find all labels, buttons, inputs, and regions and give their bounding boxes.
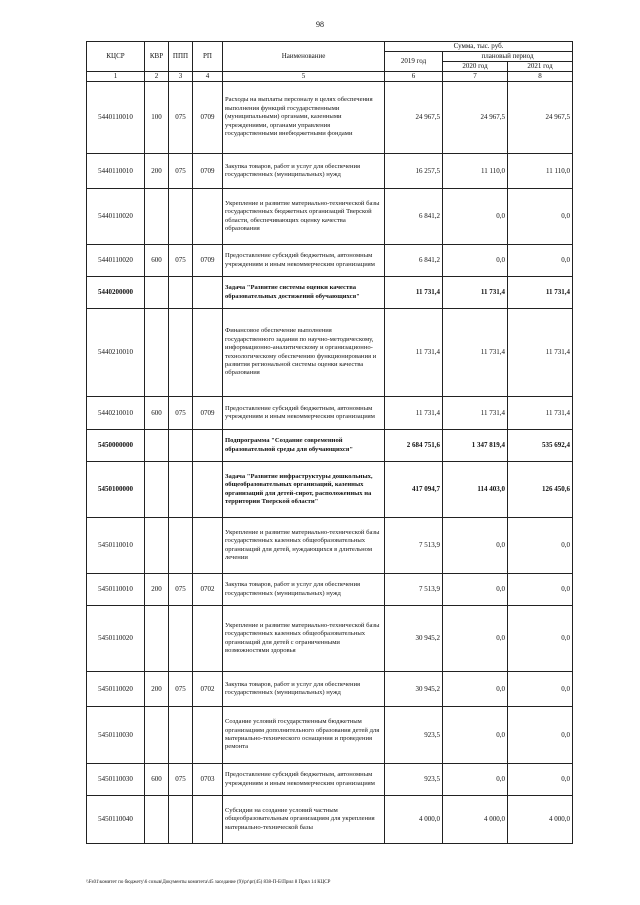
cell-kcsr: 5450110030 <box>87 764 145 796</box>
table-row <box>87 189 573 245</box>
cell-ppp: 075 <box>169 397 193 430</box>
cell-value-2020: 0,0 <box>443 606 508 672</box>
header-kcsr: КЦСР <box>87 42 145 72</box>
cell-kvr: 600 <box>145 245 169 277</box>
cell-value-2019: 7 513,9 <box>385 518 443 574</box>
cell-kvr: 100 <box>145 82 169 154</box>
cell-kvr: 600 <box>145 397 169 430</box>
cell-rp: 0702 <box>193 672 223 707</box>
cell-ppp <box>169 796 193 844</box>
table-row <box>87 397 573 430</box>
table-body <box>87 82 573 844</box>
table-header <box>87 42 573 82</box>
cell-name: Задача "Развитие системы оценки качества образовательных достижений обучающихся" <box>223 277 385 309</box>
cell-ppp: 075 <box>169 764 193 796</box>
cell-name: Закупка товаров, работ и услуг для обеспечения государственных (муниципальных) нужд <box>223 154 385 189</box>
cell-kvr <box>145 430 169 462</box>
cell-rp <box>193 518 223 574</box>
table-row <box>87 606 573 672</box>
cell-value-2019: 6 841,2 <box>385 245 443 277</box>
cell-value-2021: 535 692,4 <box>508 430 573 462</box>
cell-kvr <box>145 189 169 245</box>
header-ppp: ППП <box>169 42 193 72</box>
cell-ppp <box>169 518 193 574</box>
cell-value-2019: 2 684 751,6 <box>385 430 443 462</box>
page-number: 98 <box>316 20 324 29</box>
cell-ppp: 075 <box>169 574 193 606</box>
cell-value-2019: 11 731,4 <box>385 277 443 309</box>
cell-rp: 0709 <box>193 154 223 189</box>
cell-kvr <box>145 518 169 574</box>
cell-ppp <box>169 189 193 245</box>
cell-name: Субсидии на создание условий частным общеобразовательным организациям для укрепления материально-технической базы <box>223 796 385 844</box>
table-row <box>87 764 573 796</box>
cell-value-2019: 30 945,2 <box>385 672 443 707</box>
cell-value-2019: 4 000,0 <box>385 796 443 844</box>
cell-value-2020: 0,0 <box>443 574 508 606</box>
header-rp: РП <box>193 42 223 72</box>
cell-value-2021: 11 731,4 <box>508 397 573 430</box>
cell-kcsr: 5450110020 <box>87 606 145 672</box>
cell-kvr <box>145 462 169 518</box>
cell-value-2020: 11 731,4 <box>443 309 508 397</box>
cell-kvr <box>145 277 169 309</box>
footer-file-path: \\Fs01\комитет по бюджету\6 созыв\Документы комитета\45 заседание (9)\pr\pr(45) 838-П-Б\Прил 8 Прил 14 КЦСР <box>86 880 331 885</box>
table-row <box>87 154 573 189</box>
cell-name: Предоставление субсидий бюджетным, автономным учреждениям и иным некоммерческим организациям <box>223 764 385 796</box>
table-row <box>87 462 573 518</box>
cell-ppp <box>169 277 193 309</box>
cell-rp <box>193 430 223 462</box>
cell-value-2021: 0,0 <box>508 606 573 672</box>
cell-ppp: 075 <box>169 672 193 707</box>
header-year-2020: 2020 год <box>443 62 508 72</box>
cell-value-2020: 0,0 <box>443 672 508 707</box>
header-name: Наименование <box>223 42 385 72</box>
table-row <box>87 245 573 277</box>
cell-value-2020: 114 403,0 <box>443 462 508 518</box>
column-number: 5 <box>223 72 385 82</box>
cell-rp: 0703 <box>193 764 223 796</box>
cell-value-2019: 24 967,5 <box>385 82 443 154</box>
cell-value-2021: 24 967,5 <box>508 82 573 154</box>
cell-value-2021: 0,0 <box>508 245 573 277</box>
cell-value-2021: 0,0 <box>508 574 573 606</box>
cell-kcsr: 5440110010 <box>87 82 145 154</box>
cell-rp <box>193 606 223 672</box>
cell-value-2019: 16 257,5 <box>385 154 443 189</box>
cell-rp: 0709 <box>193 82 223 154</box>
cell-ppp <box>169 707 193 764</box>
cell-name: Предоставление субсидий бюджетным, автономным учреждениям и иным некоммерческим организациям <box>223 245 385 277</box>
cell-value-2019: 11 731,4 <box>385 309 443 397</box>
cell-ppp <box>169 606 193 672</box>
cell-name: Подпрограмма "Создание современной образовательной среды для обучающихся" <box>223 430 385 462</box>
cell-kcsr: 5440210010 <box>87 309 145 397</box>
table-row <box>87 796 573 844</box>
cell-value-2021: 11 731,4 <box>508 277 573 309</box>
column-number: 3 <box>169 72 193 82</box>
cell-kcsr: 5440110020 <box>87 189 145 245</box>
cell-ppp: 075 <box>169 154 193 189</box>
cell-kcsr: 5450110010 <box>87 518 145 574</box>
cell-value-2020: 11 731,4 <box>443 397 508 430</box>
cell-kcsr: 5450110010 <box>87 574 145 606</box>
cell-kcsr: 5440210010 <box>87 397 145 430</box>
cell-value-2021: 126 450,6 <box>508 462 573 518</box>
cell-ppp <box>169 462 193 518</box>
column-number: 6 <box>385 72 443 82</box>
table-row <box>87 574 573 606</box>
cell-value-2019: 417 094,7 <box>385 462 443 518</box>
cell-name: Укрепление и развитие материально-технической базы государственных бюджетных организаций Тверской области, обеспечивающих оценку качества образования <box>223 189 385 245</box>
column-number: 8 <box>508 72 573 82</box>
header-planned-period: плановый период <box>443 52 573 62</box>
header-kvr: КВР <box>145 42 169 72</box>
cell-name: Укрепление и развитие материально-технической базы государственных казенных общеобразовательных организаций для детей с ограниченными возможностями здоровья <box>223 606 385 672</box>
cell-kcsr: 5440110010 <box>87 154 145 189</box>
cell-ppp <box>169 309 193 397</box>
budget-table <box>86 41 573 844</box>
table-row <box>87 277 573 309</box>
cell-value-2020: 0,0 <box>443 764 508 796</box>
cell-ppp: 075 <box>169 245 193 277</box>
cell-ppp: 075 <box>169 82 193 154</box>
column-number: 7 <box>443 72 508 82</box>
table-row <box>87 309 573 397</box>
cell-value-2020: 0,0 <box>443 245 508 277</box>
table-row <box>87 82 573 154</box>
header-sum-title: Сумма, тыс. руб. <box>385 42 573 52</box>
cell-name: Предоставление субсидий бюджетным, автономным учреждениям и иным некоммерческим организациям <box>223 397 385 430</box>
table-row <box>87 430 573 462</box>
cell-rp <box>193 796 223 844</box>
cell-value-2021: 0,0 <box>508 707 573 764</box>
column-number: 4 <box>193 72 223 82</box>
cell-kcsr: 5440200000 <box>87 277 145 309</box>
cell-kcsr: 5450110020 <box>87 672 145 707</box>
table-row <box>87 518 573 574</box>
cell-kvr <box>145 796 169 844</box>
column-number-row <box>87 72 573 82</box>
column-number: 1 <box>87 72 145 82</box>
cell-value-2021: 0,0 <box>508 518 573 574</box>
cell-rp <box>193 309 223 397</box>
cell-rp <box>193 277 223 309</box>
cell-value-2020: 4 000,0 <box>443 796 508 844</box>
cell-value-2020: 0,0 <box>443 189 508 245</box>
cell-value-2020: 24 967,5 <box>443 82 508 154</box>
cell-value-2021: 11 731,4 <box>508 309 573 397</box>
header-year-2021: 2021 год <box>508 62 573 72</box>
cell-value-2019: 923,5 <box>385 764 443 796</box>
header-year-2019: 2019 год <box>385 52 443 72</box>
cell-value-2019: 11 731,4 <box>385 397 443 430</box>
cell-ppp <box>169 430 193 462</box>
cell-kcsr: 5450100000 <box>87 462 145 518</box>
cell-kvr: 600 <box>145 764 169 796</box>
cell-name: Закупка товаров, работ и услуг для обеспечения государственных (муниципальных) нужд <box>223 672 385 707</box>
cell-value-2021: 0,0 <box>508 189 573 245</box>
table-row <box>87 672 573 707</box>
cell-kvr <box>145 606 169 672</box>
cell-kvr: 200 <box>145 574 169 606</box>
cell-value-2019: 923,5 <box>385 707 443 764</box>
cell-name: Создание условий государственным бюджетным организациям дополнительного образования детей для материально-технического оснащения и проведения ремонта <box>223 707 385 764</box>
cell-value-2021: 0,0 <box>508 764 573 796</box>
table-row <box>87 707 573 764</box>
cell-rp <box>193 707 223 764</box>
cell-name: Закупка товаров, работ и услуг для обеспечения государственных (муниципальных) нужд <box>223 574 385 606</box>
cell-value-2020: 0,0 <box>443 707 508 764</box>
cell-value-2021: 0,0 <box>508 672 573 707</box>
cell-rp: 0709 <box>193 397 223 430</box>
cell-value-2020: 11 731,4 <box>443 277 508 309</box>
cell-value-2019: 30 945,2 <box>385 606 443 672</box>
cell-kcsr: 5440110020 <box>87 245 145 277</box>
cell-value-2019: 6 841,2 <box>385 189 443 245</box>
cell-value-2020: 1 347 819,4 <box>443 430 508 462</box>
cell-rp <box>193 462 223 518</box>
cell-kvr: 200 <box>145 154 169 189</box>
cell-name: Расходы на выплаты персоналу в целях обеспечения выполнения функций государственными (муниципальными) органами, казенными учреждениями, органами управления государственными внебюджетными фондами <box>223 82 385 154</box>
cell-kvr <box>145 707 169 764</box>
cell-kvr: 200 <box>145 672 169 707</box>
column-number: 2 <box>145 72 169 82</box>
cell-name: Финансовое обеспечение выполнения государственного задания по научно-методическому, информационно-аналитическому и организационно-технологическому обеспечению функционирования и развития региональной системы оценки качества образования <box>223 309 385 397</box>
cell-kvr <box>145 309 169 397</box>
cell-rp: 0709 <box>193 245 223 277</box>
cell-rp: 0702 <box>193 574 223 606</box>
cell-rp <box>193 189 223 245</box>
cell-kcsr: 5450000000 <box>87 430 145 462</box>
cell-kcsr: 5450110040 <box>87 796 145 844</box>
cell-value-2019: 7 513,9 <box>385 574 443 606</box>
cell-value-2020: 0,0 <box>443 518 508 574</box>
cell-value-2021: 11 110,0 <box>508 154 573 189</box>
cell-value-2021: 4 000,0 <box>508 796 573 844</box>
cell-name: Задача "Развитие инфраструктуры дошкольных, общеобразовательных организаций, казенных организаций для детей-сирот, расположенных на территории Тверской области" <box>223 462 385 518</box>
cell-kcsr: 5450110030 <box>87 707 145 764</box>
cell-value-2020: 11 110,0 <box>443 154 508 189</box>
cell-name: Укрепление и развитие материально-технической базы государственных казенных общеобразовательных организаций для детей, нуждающихся в длительном лечении <box>223 518 385 574</box>
